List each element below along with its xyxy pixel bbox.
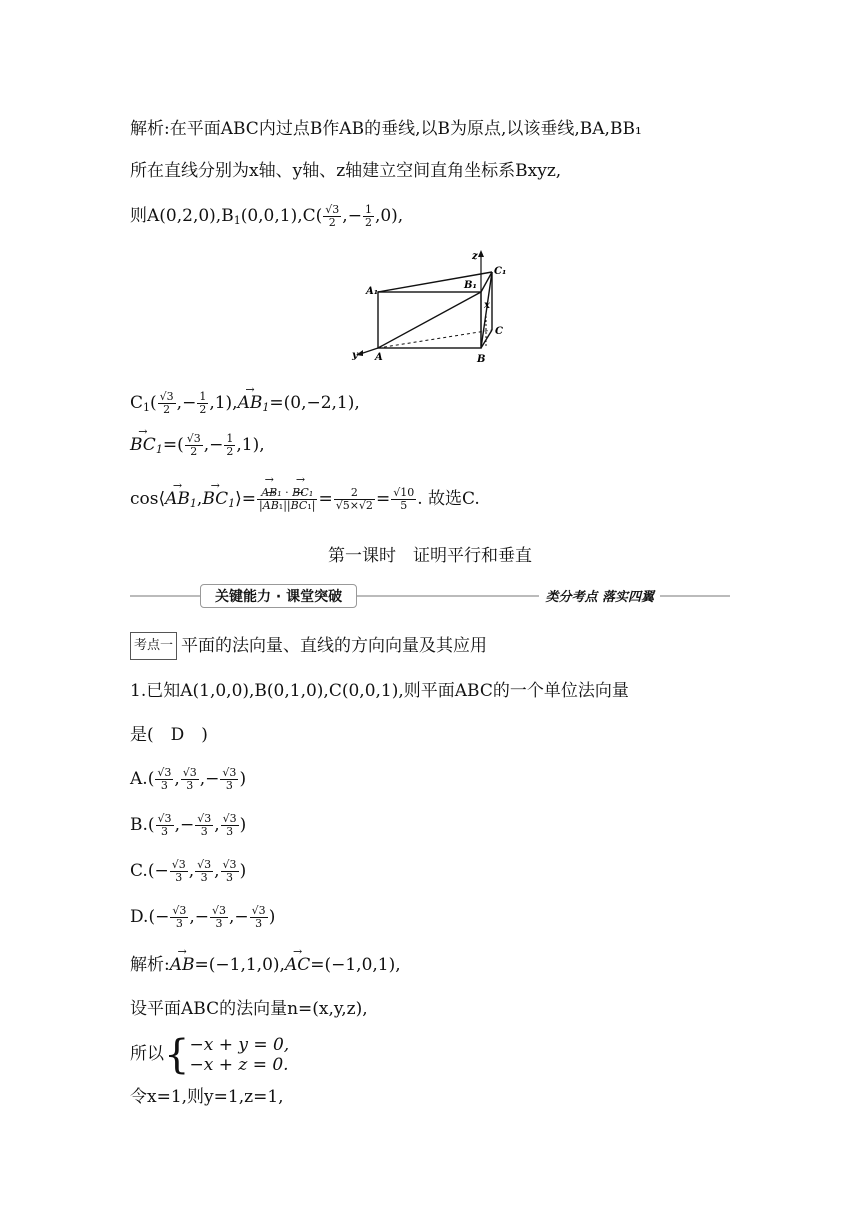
axis-y-label: y bbox=[352, 350, 358, 361]
solution-line-3: 所以{ −x + y = 0, −x + z = 0. bbox=[130, 1031, 290, 1078]
axis-z-label: z bbox=[472, 251, 478, 262]
point-C-label: C bbox=[495, 326, 503, 337]
q1-option-b: B.( $\frac{√3}{3}$ ,− $\frac{√3}{3}$ , $\frac{√3}{3}$ ) bbox=[130, 812, 247, 838]
kaodian-heading bbox=[130, 632, 487, 660]
section-label: 关键能力 · 课堂突破 bbox=[200, 584, 357, 608]
calc-line-1: $C_1$( $\frac{√3}{2}$ ,− $\frac{1}{2}$ $,1),\to AB_1=(0,-2,1)$, bbox=[130, 390, 360, 421]
section-bar bbox=[130, 584, 730, 608]
cos-tail: . 故选C. bbox=[417, 489, 480, 509]
kaodian-tag: 考点一 bbox=[130, 632, 177, 660]
q1-stem-2: 是( D ) bbox=[130, 725, 208, 745]
solution-line-1: 解析:→ AB=(−1,1,0),→ AC=(−1,0,1), bbox=[130, 952, 401, 978]
intro-line-3: 则$A(0,2,0),B_1(0,0,1),C$( $\frac{√3}{2}$ ,− $\frac{1}{2}$ ,0), bbox=[130, 203, 404, 229]
q1-stem-1: 1.已知A(1,0,0),B(0,1,0),C(0,0,1),则平面ABC的一个单位法向量 bbox=[130, 681, 629, 701]
point-A1-label: A₁ bbox=[366, 286, 379, 297]
calc-line-3: cos⟨→ $AB_1,\to$ $BC_1⟩=$ → $\frac{\text{AB₁ · → BC₁}}{\text{|→ AB₁||→ BC₁|}}$ = $\frac{2}{√5\times√2}$ = $\frac{√10}{5}$ . 故选C. bbox=[130, 486, 480, 517]
solution-line-2: 设平面ABC的法向量n=(x,y,z), bbox=[130, 999, 368, 1019]
kaodian-title: 平面的法向量、直线的方向向量及其应用 bbox=[181, 636, 488, 656]
intro-line-1: 解析:在平面ABC内过点B作AB的垂线,以B为原点,以该垂线,BA,BB₁ bbox=[130, 119, 642, 139]
ab1-value: =(0,−2,1), bbox=[269, 393, 360, 413]
section-right-text: 类分考点 落实四翼 bbox=[539, 586, 660, 605]
calc-line-2: → $BC_1=$( $\frac{√3}{2}$ ,− $\frac{1}{2}$ ,1), bbox=[130, 432, 265, 463]
q1-option-c: C.(− $\frac{√3}{3}$ , $\frac{√3}{3}$ , $\frac{√3}{3}$ ) bbox=[130, 858, 247, 884]
point-C1-label: C₁ bbox=[494, 266, 507, 277]
solution-line-4: 令x=1,则y=1,z=1, bbox=[130, 1087, 284, 1107]
q1-option-a: A.( $\frac{√3}{3}$ , $\frac{√3}{3}$ ,− $\frac{√3}{3}$ ) bbox=[130, 766, 247, 792]
point-A-label: A bbox=[375, 352, 383, 363]
point-B-label: B bbox=[477, 354, 486, 365]
prism-figure bbox=[350, 246, 520, 368]
point-B1-label: B₁ bbox=[464, 280, 477, 291]
axis-x-label: x bbox=[484, 300, 490, 311]
lesson-title: 第一课时 证明平行和垂直 bbox=[328, 546, 532, 566]
intro-line-2: 所在直线分别为x轴、y轴、z轴建立空间直角坐标系Bxyz, bbox=[130, 161, 562, 181]
q1-option-d: D.(− $\frac{√3}{3}$ ,− $\frac{√3}{3}$ ,− $\frac{√3}{3}$ ) bbox=[130, 904, 276, 930]
